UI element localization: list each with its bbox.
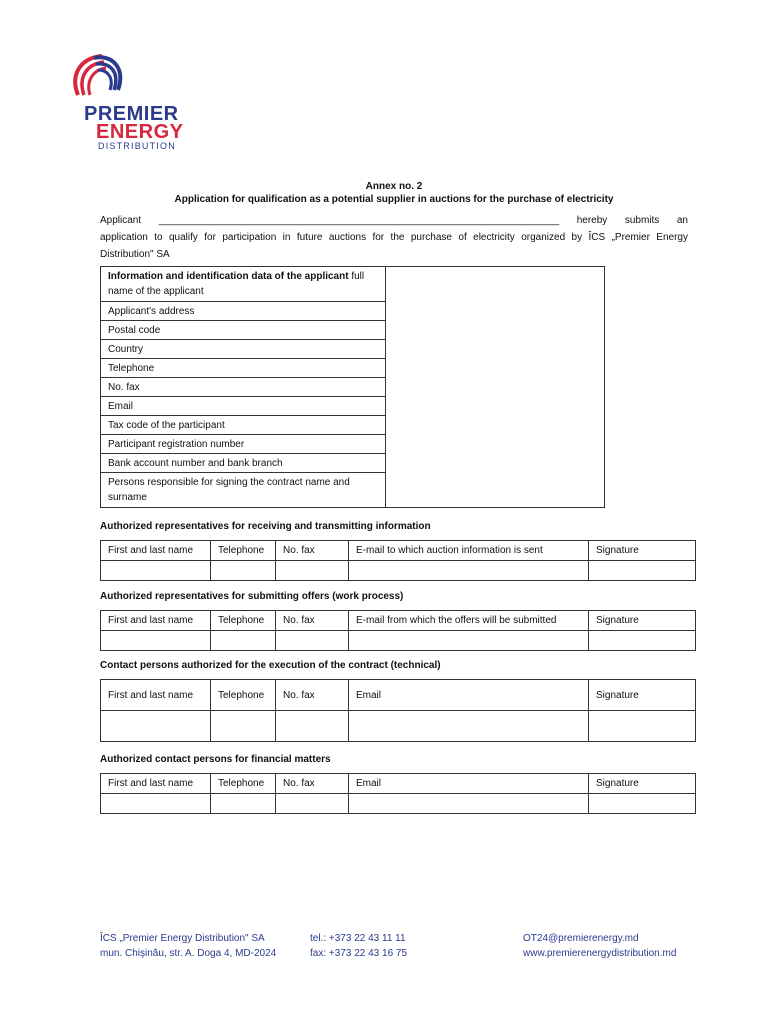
input-cell[interactable] xyxy=(349,631,589,651)
input-cell[interactable] xyxy=(276,794,349,814)
footer-tel: tel.: +373 22 43 11 11 xyxy=(310,933,406,944)
col-header: Email xyxy=(349,680,589,711)
col-header: Telephone xyxy=(211,680,276,711)
section-title: Authorized contact persons for financial matters xyxy=(100,754,331,765)
info-label: Bank account number and bank branch xyxy=(101,454,386,473)
col-header: No. fax xyxy=(276,541,349,561)
info-label: Applicant's address xyxy=(101,302,386,321)
info-label: Participant registration number xyxy=(101,435,386,454)
col-header: Telephone xyxy=(211,541,276,561)
logo-word-distribution: DISTRIBUTION xyxy=(98,141,176,151)
col-header: First and last name xyxy=(101,541,211,561)
col-header: First and last name xyxy=(101,611,211,631)
input-cell[interactable] xyxy=(589,561,696,581)
logo-word-premier: PREMIER xyxy=(84,103,179,125)
footer-company-block xyxy=(100,931,276,961)
col-header: First and last name xyxy=(101,680,211,711)
section-title: Authorized representatives for submitting offers (work process) xyxy=(100,591,404,602)
input-cell[interactable] xyxy=(276,561,349,581)
info-label-rest: full name of the applicant xyxy=(108,271,365,297)
intro-paragraph xyxy=(100,212,688,263)
input-cell[interactable] xyxy=(101,794,211,814)
info-label: Country xyxy=(101,340,386,359)
footer-company: ÎCS „Premier Energy Distribution" SA xyxy=(100,933,265,944)
section-title: Contact persons authorized for the execution of the contract (technical) xyxy=(100,660,441,671)
input-cell[interactable] xyxy=(349,794,589,814)
input-cell[interactable] xyxy=(101,711,211,742)
contacts-table-financial xyxy=(100,773,696,814)
col-header: Telephone xyxy=(211,774,276,794)
col-header: Signature xyxy=(589,774,696,794)
input-cell[interactable] xyxy=(276,631,349,651)
contacts-table-offers xyxy=(100,610,696,651)
col-header: Signature xyxy=(589,680,696,711)
input-cell[interactable] xyxy=(349,711,589,742)
info-label xyxy=(101,267,386,302)
intro-line-3: Distribution" SA xyxy=(100,249,170,260)
input-cell[interactable] xyxy=(211,711,276,742)
intro-line-2: application to qualify for participation in future auctions for the purchase of electricity organized by ÎCS „Premier Energy xyxy=(100,232,688,243)
col-header: Signature xyxy=(589,541,696,561)
logo-swoosh-icon xyxy=(68,50,138,110)
section-title: Authorized representatives for receiving and transmitting information xyxy=(100,521,431,532)
input-cell[interactable] xyxy=(349,561,589,581)
info-label-bold: Information and identification data of the applicant xyxy=(108,271,349,282)
info-value-cell[interactable] xyxy=(386,267,605,508)
col-header: E-mail to which auction information is sent xyxy=(349,541,589,561)
col-header: First and last name xyxy=(101,774,211,794)
info-label: Persons responsible for signing the contract name and surname xyxy=(101,473,386,508)
applicant-name-blank[interactable]: ________________________________________________________________________ xyxy=(158,215,560,226)
footer-contact-block xyxy=(523,931,676,961)
col-header: No. fax xyxy=(276,611,349,631)
footer-address: mun. Chişinău, str. A. Doga 4, MD-2024 xyxy=(100,948,277,959)
intro-word: submits xyxy=(624,215,660,226)
col-header: No. fax xyxy=(276,774,349,794)
annex-number: Annex no. 2 xyxy=(365,181,423,192)
applicant-label: Applicant xyxy=(100,215,142,226)
col-header: Email xyxy=(349,774,589,794)
info-label: Telephone xyxy=(101,359,386,378)
footer-phone-block xyxy=(310,931,407,961)
input-cell[interactable] xyxy=(101,631,211,651)
input-cell[interactable] xyxy=(589,711,696,742)
col-header: Signature xyxy=(589,611,696,631)
info-label: Postal code xyxy=(101,321,386,340)
info-label: Email xyxy=(101,397,386,416)
contacts-table-info xyxy=(100,540,696,581)
logo-word-energy: ENERGY xyxy=(96,121,184,143)
input-cell[interactable] xyxy=(589,794,696,814)
document-title: Application for qualification as a potential supplier in auctions for the purchase of electricity xyxy=(174,194,614,205)
col-header: Telephone xyxy=(211,611,276,631)
col-header: No. fax xyxy=(276,680,349,711)
input-cell[interactable] xyxy=(101,561,211,581)
input-cell[interactable] xyxy=(589,631,696,651)
input-cell[interactable] xyxy=(211,561,276,581)
footer-fax: fax: +373 22 43 16 75 xyxy=(310,948,408,959)
company-logo xyxy=(68,50,208,155)
footer-email-link[interactable]: OT24@premierenergy.md xyxy=(523,933,639,944)
input-cell[interactable] xyxy=(276,711,349,742)
input-cell[interactable] xyxy=(211,631,276,651)
intro-word: hereby xyxy=(576,215,608,226)
info-label: Tax code of the participant xyxy=(101,416,386,435)
col-header: E-mail from which the offers will be submitted xyxy=(349,611,589,631)
footer-web-link[interactable]: www.premierenergydistribution.md xyxy=(523,948,677,959)
intro-word: an xyxy=(676,215,688,226)
input-cell[interactable] xyxy=(211,794,276,814)
info-label: No. fax xyxy=(101,378,386,397)
applicant-info-table xyxy=(100,266,605,508)
contacts-table-technical xyxy=(100,679,696,742)
